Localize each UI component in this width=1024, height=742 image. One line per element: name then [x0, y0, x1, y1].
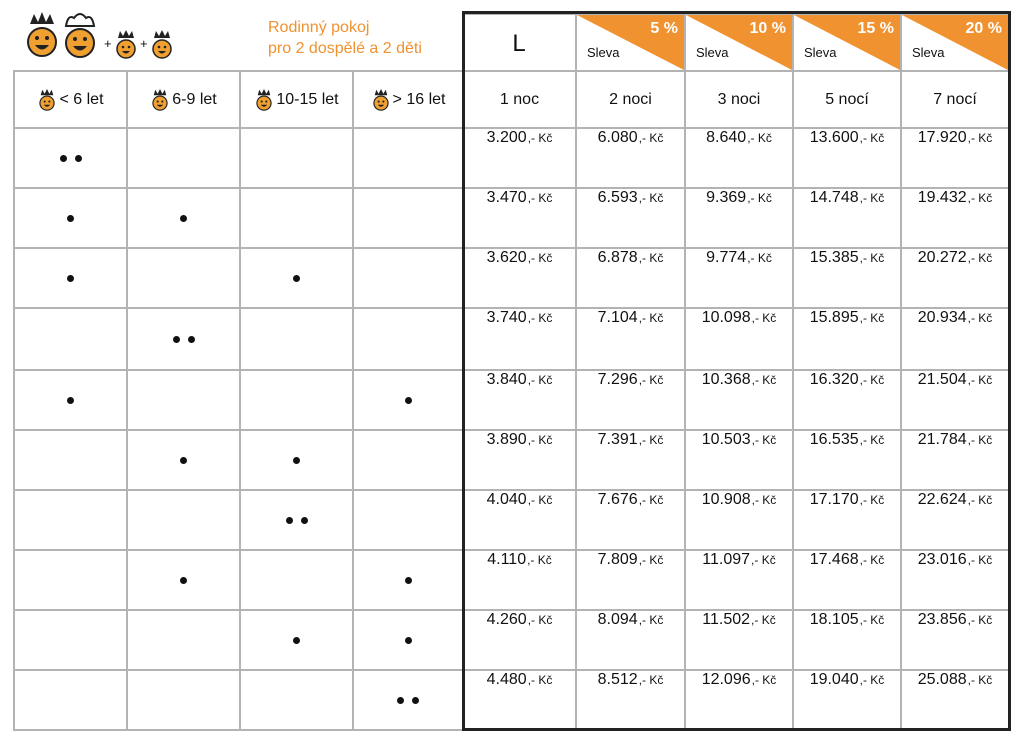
price-cell [794, 611, 900, 669]
price-value: 21.504 [917, 371, 967, 388]
occupancy-dot [293, 457, 300, 464]
price-value: 4.260 [486, 611, 527, 628]
price-cell [686, 551, 792, 609]
occupancy-cell [241, 491, 352, 549]
price-currency: ,- Kč [967, 433, 993, 447]
occupancy-dot [67, 397, 74, 404]
price-value: 6.878 [597, 249, 638, 266]
occupancy-cell [354, 309, 462, 369]
occupancy-dot [397, 697, 404, 704]
occupancy-dot [286, 517, 293, 524]
occupancy-dot [405, 577, 412, 584]
price-value: 20.934 [917, 309, 967, 326]
price-currency: ,- Kč [859, 433, 885, 447]
price-cell [464, 371, 575, 429]
nights-header: 2 noci [609, 90, 652, 108]
occupancy-dot [67, 275, 74, 282]
discount-header [794, 15, 900, 70]
price-cell [902, 671, 1008, 729]
price-cell [577, 189, 684, 247]
price-value: 9.774 [706, 249, 747, 266]
price-currency: ,- Kč [747, 251, 772, 265]
age-label: < 6 let [59, 90, 104, 108]
grid-line-horizontal [13, 729, 1010, 731]
price-currency: ,- Kč [967, 191, 993, 205]
price-currency: ,- Kč [751, 673, 777, 687]
price-cell [464, 129, 575, 187]
price-value: 4.040 [486, 491, 527, 508]
price-value: 18.105 [809, 611, 859, 628]
occupancy-cell [15, 129, 126, 187]
price-value: 4.480 [486, 671, 527, 688]
price-currency: ,- Kč [967, 311, 993, 325]
occupancy-cell [128, 189, 239, 247]
price-value: 7.676 [597, 491, 638, 508]
price-value: 3.200 [486, 129, 527, 146]
price-currency: ,- Kč [751, 433, 777, 447]
price-currency: ,- Kč [638, 311, 664, 325]
price-cell [577, 551, 684, 609]
price-cell [464, 671, 575, 729]
occupancy-cell [241, 249, 352, 307]
occupancy-cell [15, 611, 126, 669]
price-currency: ,- Kč [527, 191, 553, 205]
price-currency: ,- Kč [527, 373, 553, 387]
nights-header: 1 noc [499, 90, 540, 108]
price-currency: ,- Kč [638, 673, 664, 687]
price-currency: ,- Kč [967, 251, 993, 265]
price-value: 7.104 [597, 309, 638, 326]
price-value: 7.391 [597, 431, 638, 448]
occupancy-dot [293, 275, 300, 282]
price-value: 3.620 [486, 249, 527, 266]
price-value: 14.748 [809, 189, 859, 206]
price-cell [794, 671, 900, 729]
occupancy-cell [15, 551, 126, 609]
discount-header [577, 15, 684, 70]
grid-line-vertical [1008, 13, 1010, 729]
price-cell [686, 431, 792, 489]
discount-label: Sleva [912, 45, 945, 60]
age-label: 10-15 let [276, 90, 339, 108]
price-cell [902, 431, 1008, 489]
occupancy-dot [180, 577, 187, 584]
price-cell [902, 371, 1008, 429]
occupancy-cell [241, 671, 352, 729]
age-label: 6-9 let [172, 90, 217, 108]
price-value: 16.535 [809, 431, 859, 448]
price-cell [794, 309, 900, 369]
occupancy-cell [241, 309, 352, 369]
discount-label: Sleva [804, 45, 837, 60]
price-cell [794, 491, 900, 549]
occupancy-cell [128, 309, 239, 369]
occupancy-cell [354, 189, 462, 247]
occupancy-cell [128, 431, 239, 489]
nights-header: 5 nocí [825, 90, 869, 108]
price-value: 17.170 [809, 491, 859, 508]
price-value: 10.908 [701, 491, 751, 508]
occupancy-dot [60, 155, 67, 162]
occupancy-cell [15, 431, 126, 489]
occupancy-cell [128, 129, 239, 187]
price-currency: ,- Kč [859, 673, 885, 687]
occupancy-cell [128, 611, 239, 669]
age-column-header [241, 72, 352, 127]
price-value: 15.385 [809, 249, 859, 266]
price-cell [686, 671, 792, 729]
price-currency: ,- Kč [859, 553, 885, 567]
price-currency: ,- Kč [638, 251, 664, 265]
price-cell [902, 551, 1008, 609]
price-value: 23.856 [917, 611, 967, 628]
price-cell [577, 431, 684, 489]
price-currency: ,- Kč [638, 131, 664, 145]
nights-header: 3 noci [717, 90, 761, 108]
occupancy-dot [180, 457, 187, 464]
price-value: 9.369 [706, 189, 747, 206]
price-currency: ,- Kč [859, 251, 885, 265]
room-code: L [512, 30, 526, 57]
price-value: 10.503 [701, 431, 751, 448]
price-currency: ,- Kč [638, 373, 664, 387]
price-cell [794, 431, 900, 489]
price-currency: ,- Kč [527, 553, 552, 567]
discount-label: Sleva [696, 45, 729, 60]
price-cell [464, 249, 575, 307]
occupancy-cell [241, 551, 352, 609]
price-currency: ,- Kč [747, 131, 772, 145]
occupancy-cell [128, 491, 239, 549]
occupancy-cell [15, 309, 126, 369]
price-currency: ,- Kč [751, 553, 776, 567]
price-cell [902, 249, 1008, 307]
price-currency: ,- Kč [967, 373, 993, 387]
price-cell [577, 371, 684, 429]
price-value: 10.098 [701, 309, 751, 326]
occupancy-cell [15, 249, 126, 307]
occupancy-cell [128, 671, 239, 729]
price-cell [686, 611, 792, 669]
age-column-header [354, 72, 462, 127]
price-currency: ,- Kč [638, 433, 664, 447]
price-currency: ,- Kč [638, 613, 664, 627]
occupancy-cell [354, 129, 462, 187]
price-currency: ,- Kč [638, 553, 664, 567]
price-currency: ,- Kč [638, 493, 664, 507]
occupancy-cell [15, 189, 126, 247]
occupancy-cell [354, 249, 462, 307]
price-value: 19.040 [809, 671, 859, 688]
age-label: > 16 let [392, 90, 446, 108]
price-currency: ,- Kč [751, 373, 777, 387]
occupancy-dot [180, 215, 187, 222]
price-value: 11.502 [702, 611, 751, 628]
price-cell [686, 371, 792, 429]
price-currency: ,- Kč [859, 613, 885, 627]
price-value: 8.640 [706, 129, 747, 146]
occupancy-dot [173, 336, 180, 343]
price-value: 16.320 [809, 371, 859, 388]
price-cell [464, 189, 575, 247]
price-currency: ,- Kč [967, 613, 993, 627]
price-currency: ,- Kč [527, 673, 553, 687]
age-column-header [128, 72, 239, 127]
occupancy-cell [354, 551, 462, 609]
price-cell [902, 309, 1008, 369]
price-value: 6.080 [597, 129, 638, 146]
room-title-line1: Rodinný pokoj [268, 19, 370, 36]
occupancy-cell [128, 551, 239, 609]
price-cell [577, 671, 684, 729]
price-value: 6.593 [597, 189, 638, 206]
price-currency: ,- Kč [751, 613, 776, 627]
discount-percent: 15 % [857, 20, 894, 37]
price-cell [902, 129, 1008, 187]
price-cell [577, 491, 684, 549]
price-value: 13.600 [809, 129, 859, 146]
price-cell [794, 551, 900, 609]
occupancy-dot [412, 697, 419, 704]
price-cell [902, 491, 1008, 549]
price-currency: ,- Kč [527, 613, 553, 627]
plus-sign: + [140, 36, 148, 51]
price-value: 19.432 [917, 189, 967, 206]
occupancy-cell [354, 491, 462, 549]
discount-percent: 5 % [650, 20, 678, 37]
price-value: 21.784 [917, 431, 967, 448]
price-value: 3.890 [486, 431, 527, 448]
price-currency: ,- Kč [859, 191, 885, 205]
price-currency: ,- Kč [751, 311, 777, 325]
price-value: 8.094 [597, 611, 638, 628]
price-currency: ,- Kč [527, 493, 553, 507]
occupancy-cell [15, 371, 126, 429]
price-value: 17.468 [809, 551, 859, 568]
price-value: 17.920 [917, 129, 967, 146]
price-value: 15.895 [809, 309, 859, 326]
occupancy-cell [15, 491, 126, 549]
price-cell [686, 491, 792, 549]
child-crown-icon [150, 89, 170, 111]
occupancy-dot [67, 215, 74, 222]
price-value: 4.110 [487, 551, 527, 568]
price-value: 7.296 [597, 371, 638, 388]
occupancy-dot [405, 637, 412, 644]
price-currency: ,- Kč [967, 553, 993, 567]
price-cell [577, 129, 684, 187]
occupancy-cell [241, 129, 352, 187]
price-value: 22.624 [917, 491, 967, 508]
price-value: 3.470 [486, 189, 527, 206]
price-cell [686, 249, 792, 307]
price-cell [902, 611, 1008, 669]
price-currency: ,- Kč [638, 191, 664, 205]
occupancy-dot [301, 517, 308, 524]
discount-header [902, 15, 1008, 70]
price-currency: ,- Kč [527, 311, 553, 325]
price-value: 23.016 [917, 551, 967, 568]
price-cell [794, 249, 900, 307]
occupancy-cell [128, 249, 239, 307]
occupancy-cell [354, 371, 462, 429]
occupancy-dot [188, 336, 195, 343]
occupancy-cell [354, 611, 462, 669]
discount-percent: 10 % [749, 20, 786, 37]
price-cell [794, 129, 900, 187]
occupancy-dot [293, 637, 300, 644]
discount-header [686, 15, 792, 70]
price-cell [464, 431, 575, 489]
occupancy-cell [15, 671, 126, 729]
price-currency: ,- Kč [859, 493, 885, 507]
price-cell [686, 129, 792, 187]
discount-label: Sleva [587, 45, 620, 60]
price-value: 20.272 [917, 249, 967, 266]
nights-header: 7 nocí [933, 90, 977, 108]
price-cell [686, 309, 792, 369]
room-title [268, 17, 458, 59]
price-cell [577, 309, 684, 369]
occupancy-cell [354, 671, 462, 729]
occupancy-cell [241, 371, 352, 429]
occupancy-cell [241, 431, 352, 489]
discount-percent: 20 % [965, 20, 1002, 37]
child-crown-icon [371, 89, 391, 111]
room-title-line2: pro 2 dospělé a 2 děti [268, 40, 422, 57]
price-cell [794, 371, 900, 429]
price-currency: ,- Kč [747, 191, 772, 205]
price-cell [577, 611, 684, 669]
price-cell [577, 249, 684, 307]
occupancy-cell [241, 189, 352, 247]
price-currency: ,- Kč [859, 311, 885, 325]
price-currency: ,- Kč [751, 493, 777, 507]
price-cell [464, 309, 575, 369]
occupancy-cell [354, 431, 462, 489]
price-currency: ,- Kč [527, 433, 553, 447]
child-crown-icon [254, 89, 274, 111]
price-currency: ,- Kč [527, 131, 553, 145]
price-cell [464, 611, 575, 669]
price-currency: ,- Kč [967, 493, 993, 507]
price-currency: ,- Kč [967, 131, 993, 145]
price-cell [464, 551, 575, 609]
occupancy-cell [241, 611, 352, 669]
price-cell [902, 189, 1008, 247]
child-crown-icon [37, 89, 57, 111]
price-value: 10.368 [701, 371, 751, 388]
price-value: 11.097 [702, 551, 751, 568]
price-cell [686, 189, 792, 247]
price-currency: ,- Kč [859, 131, 885, 145]
price-cell [464, 491, 575, 549]
price-value: 8.512 [597, 671, 638, 688]
occupancy-dot [75, 155, 82, 162]
price-value: 3.840 [486, 371, 527, 388]
price-value: 7.809 [597, 551, 638, 568]
price-currency: ,- Kč [967, 673, 993, 687]
occupancy-cell [128, 371, 239, 429]
price-currency: ,- Kč [527, 251, 553, 265]
price-value: 3.740 [486, 309, 527, 326]
price-cell [794, 189, 900, 247]
occupancy-dot [405, 397, 412, 404]
price-currency: ,- Kč [859, 373, 885, 387]
price-value: 12.096 [701, 671, 751, 688]
plus-sign: + [104, 36, 112, 51]
price-value: 25.088 [917, 671, 967, 688]
age-column-header [15, 72, 126, 127]
